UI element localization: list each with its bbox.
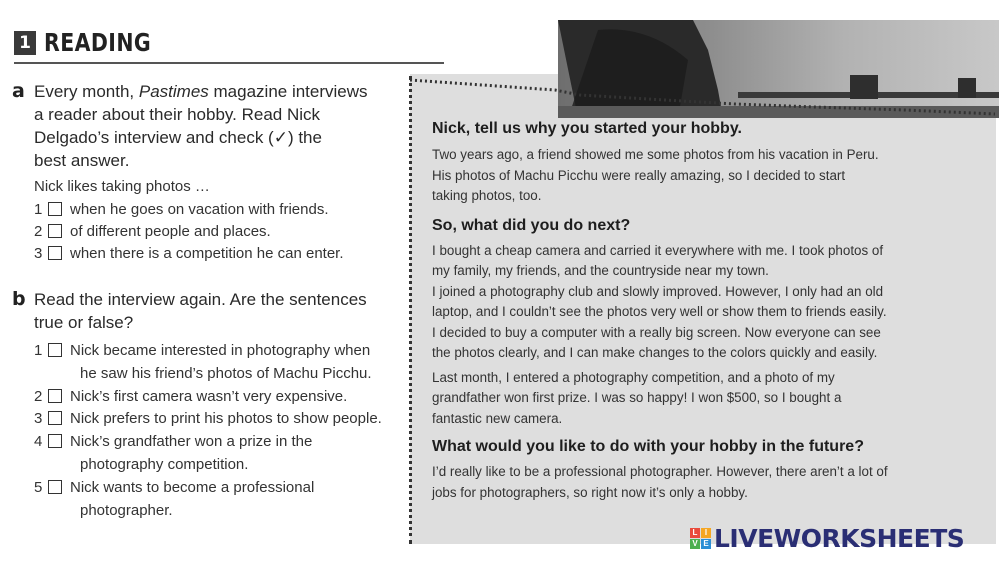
statement-item: 2 Nick’s first camera wasn’t very expensive. xyxy=(34,387,348,405)
checkbox[interactable] xyxy=(48,411,62,425)
option-item: 1 when he goes on vacation with friends. xyxy=(34,201,329,218)
checkbox[interactable] xyxy=(48,246,62,260)
statement-continuation: photographer. xyxy=(80,501,173,519)
liveworksheets-logo xyxy=(690,523,964,553)
instruction-line: Delgado’s interview and check (✓) the xyxy=(34,128,322,147)
section-number-badge: 1 xyxy=(14,31,36,55)
interview-question: So, what did you do next? xyxy=(432,216,631,234)
section-a-letter: a xyxy=(12,80,25,102)
section-a-prompt: Nick likes taking photos … xyxy=(34,178,210,195)
logo-text: LIVEWORKSHEETS xyxy=(714,523,965,553)
section-b-letter: b xyxy=(12,288,26,310)
interview-answer: I bought a cheap camera and carried it everywhere with me. I took photos of my family, my friends, and the countryside near my town. I joined a photography club and slowly improved. However, I only had an old laptop, and I couldn’t see the photos very well or show them to friends easily. I decided to buy a computer with a really big screen. Now everyone can see the photos clearly, and I can make changes to the colors quickly and easily. xyxy=(432,242,887,360)
logo-grid-icon: L I V E xyxy=(690,528,711,549)
checkbox[interactable] xyxy=(48,343,62,357)
page-title: READING xyxy=(44,28,152,57)
checkbox[interactable] xyxy=(48,480,62,494)
panel-dotted-edge xyxy=(409,76,412,544)
instruction-line: Read the interview again. Are the sentences xyxy=(34,290,367,309)
instruction-line: Every month, Pastimes magazine interviews xyxy=(34,82,368,101)
section-b-instruction xyxy=(34,288,404,334)
interview-text xyxy=(432,120,987,503)
interview-question: Nick, tell us why you started your hobby. xyxy=(432,120,742,137)
checkbox[interactable] xyxy=(48,202,62,216)
interview-answer: Two years ago, a friend showed me some photos from his vacation in Peru. His photos of Machu Picchu were really amazing, so I decided to start taking photos, too. xyxy=(432,147,879,203)
title-divider xyxy=(14,62,444,64)
section-a-options xyxy=(34,199,404,265)
section-b-items xyxy=(34,340,406,522)
statement-item: 4 Nick’s grandfather won a prize in the xyxy=(34,433,313,451)
checkbox[interactable] xyxy=(48,389,62,403)
statement-item: 1 Nick became interested in photography when xyxy=(34,342,371,359)
checkbox[interactable] xyxy=(48,224,62,238)
magazine-name: Pastimes xyxy=(138,82,209,101)
option-item: 3 when there is a competition he can enter. xyxy=(34,245,344,262)
statement-continuation: he saw his friend’s photos of Machu Picchu. xyxy=(80,364,372,382)
interview-answer: I’d really like to be a professional photographer. However, there aren’t a lot of jobs for photographers, so right now it’s only a hobby. xyxy=(432,464,888,500)
option-item: 2 of different people and places. xyxy=(34,223,271,240)
statement-item: 3 Nick prefers to print his photos to show people. xyxy=(34,410,382,428)
section-a-instruction xyxy=(34,80,404,172)
statement-continuation: photography competition. xyxy=(80,455,249,473)
checkbox[interactable] xyxy=(48,434,62,448)
instruction-line: a reader about their hobby. Read Nick xyxy=(34,105,321,124)
interview-answer: Last month, I entered a photography competition, and a photo of my grandfather won first prize. I was so happy! I won $500, so I bought a fantastic new camera. xyxy=(432,369,842,426)
interview-question: What would you like to do with your hobby in the future? xyxy=(432,438,864,455)
instruction-line: best answer. xyxy=(34,151,130,170)
instruction-line: true or false? xyxy=(34,313,134,332)
statement-item: 5 Nick wants to become a professional xyxy=(34,478,315,496)
